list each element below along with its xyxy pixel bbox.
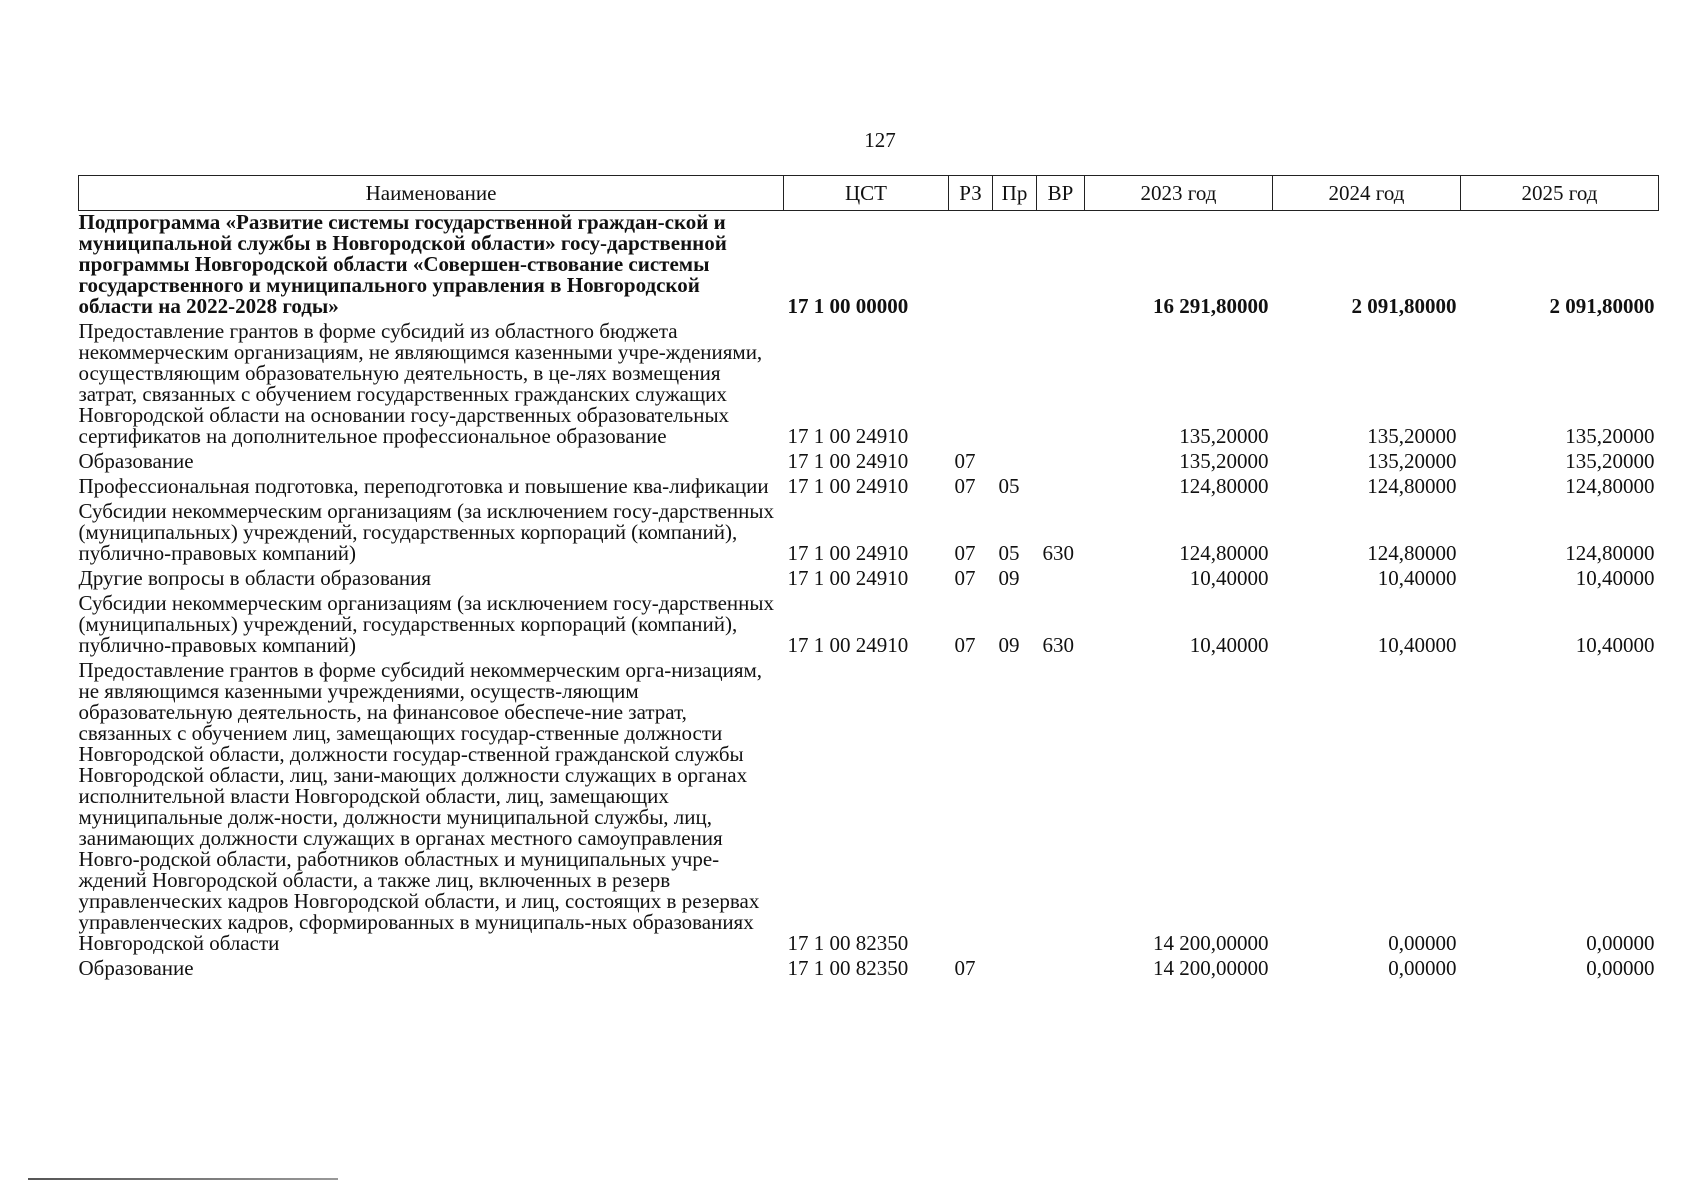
row-pr [993,320,1037,450]
row-rz: 07 [954,566,976,590]
row-pr [993,659,1037,957]
table-row [79,211,1659,321]
table-row [79,500,1659,567]
row-vr [1037,320,1085,450]
row-pr: 05 [998,541,1020,565]
row-vr [1037,211,1085,321]
row-vr: 630 [1042,633,1074,657]
row-2025: 10,40000 [1575,633,1655,657]
row-vr [1037,475,1085,500]
row-name: Образование [78,956,194,980]
row-vr: 630 [1042,541,1074,565]
header-cst: ЦСТ [784,176,949,211]
row-2023: 10,40000 [1189,566,1269,590]
row-name: Профессиональная подготовка, переподготовка и повышение ква-лификации [78,474,769,498]
row-2023: 135,20000 [1179,424,1269,448]
header-rz: РЗ [949,176,993,211]
table-row [79,567,1659,592]
row-2024: 0,00000 [1388,956,1457,980]
row-2024: 124,80000 [1367,474,1457,498]
row-rz [949,659,993,957]
row-pr [993,211,1037,321]
row-vr [1037,450,1085,475]
header-2023: 2023 год [1085,176,1273,211]
row-rz: 07 [954,449,976,473]
table-row [79,592,1659,659]
row-2025: 2 091,80000 [1549,294,1655,318]
row-2025: 10,40000 [1575,566,1655,590]
header-2025: 2025 год [1461,176,1659,211]
row-vr [1037,957,1085,982]
page-number: 127 [864,128,896,152]
table-row [79,475,1659,500]
row-2025: 124,80000 [1565,541,1655,565]
row-2024: 10,40000 [1377,566,1457,590]
row-cst: 17 1 00 24910 [787,541,909,565]
row-2024: 0,00000 [1388,931,1457,955]
row-name: Предоставление грантов в форме субсидий из областного бюджета некоммерческим организациям, не являющимся казенными учре-ждениями, осуществляющим образовательную деятельность, в це-лях возмещения затрат, связанных с обучением государственных гражданских служащих Новгородской области на основании госу-дарственных образовательных сертификатов на дополнительное профессиональное образование [78,319,763,448]
row-cst: 17 1 00 24910 [787,566,909,590]
table-header-row [79,176,1659,211]
table-row [79,320,1659,450]
row-2023: 124,80000 [1179,541,1269,565]
header-pr: Пр [993,176,1037,211]
row-2025: 0,00000 [1586,956,1655,980]
row-2023: 124,80000 [1179,474,1269,498]
row-2025: 135,20000 [1565,424,1655,448]
header-2024: 2024 год [1273,176,1461,211]
row-cst: 17 1 00 24910 [787,633,909,657]
row-rz: 07 [954,633,976,657]
row-2025: 0,00000 [1586,931,1655,955]
scan-edge-line [28,1178,338,1180]
row-rz: 07 [954,956,976,980]
row-2024: 124,80000 [1367,541,1457,565]
row-name: Образование [78,449,194,473]
row-name: Другие вопросы в области образования [78,566,432,590]
table-row [79,957,1659,982]
row-rz [949,211,993,321]
row-pr [993,957,1037,982]
table-row [79,450,1659,475]
row-2023: 16 291,80000 [1153,294,1269,318]
row-2024: 2 091,80000 [1351,294,1457,318]
header-name: Наименование [79,176,784,211]
row-cst: 17 1 00 82350 [787,931,909,955]
row-pr: 09 [998,566,1020,590]
row-cst: 17 1 00 24910 [787,424,909,448]
row-vr [1037,659,1085,957]
row-pr [993,450,1037,475]
row-2024: 10,40000 [1377,633,1457,657]
row-rz [949,320,993,450]
row-pr: 09 [998,633,1020,657]
row-2023: 14 200,00000 [1153,956,1269,980]
header-vr: ВР [1037,176,1085,211]
row-2025: 135,20000 [1565,449,1655,473]
row-name: Подпрограмма «Развитие системы государственной граждан-ской и муниципальной службы в Новгородской области» госу-дарственной программы Новгородской области «Совершен-ствование системы государственного и муниципального управления в Новгородской области на 2022-2028 годы» [78,210,727,318]
row-2024: 135,20000 [1367,449,1457,473]
budget-table [78,175,1659,982]
row-cst: 17 1 00 00000 [787,294,909,318]
row-cst: 17 1 00 24910 [787,449,909,473]
row-name: Субсидии некоммерческим организациям (за исключением госу-дарственных (муниципальных) учреждений, государственных корпораций (компаний), публично-правовых компаний) [78,499,775,565]
row-cst: 17 1 00 24910 [787,474,909,498]
row-2023: 10,40000 [1189,633,1269,657]
table-row [79,659,1659,957]
row-pr: 05 [998,474,1020,498]
row-2025: 124,80000 [1565,474,1655,498]
row-vr [1037,567,1085,592]
row-2023: 14 200,00000 [1153,931,1269,955]
row-name: Предоставление грантов в форме субсидий некоммерческим орга-низациям, не являющимся казенными учреждениями, осуществ-ляющим образовательную деятельность, на финансовое обеспече-ние затрат, связанных с обучением лиц, замещающих государ-ственные должности Новгородской области, должности государ-ственной гражданской службы Новгородской области, лиц, зани-мающих должности служащих в органах исполнительной власти Новгородской области, лиц, замещающих муниципальные долж-ности, должности муниципальной службы, лиц, занимающих должности служащих в органах местного самоуправления Новго-родской области, работников областных и муниципальных учре-ждений Новгородской области, а также лиц, включенных в резерв управленческих кадров Новгородской области, и лиц, состоящих в резервах управленческих кадров, сформированных в муниципаль-ных образованиях Новгородской области [78,658,763,955]
row-cst: 17 1 00 82350 [787,956,909,980]
row-2023: 135,20000 [1179,449,1269,473]
row-rz: 07 [954,474,976,498]
row-2024: 135,20000 [1367,424,1457,448]
row-rz: 07 [954,541,976,565]
row-name: Субсидии некоммерческим организациям (за исключением госу-дарственных (муниципальных) учреждений, государственных корпораций (компаний), публично-правовых компаний) [78,591,775,657]
